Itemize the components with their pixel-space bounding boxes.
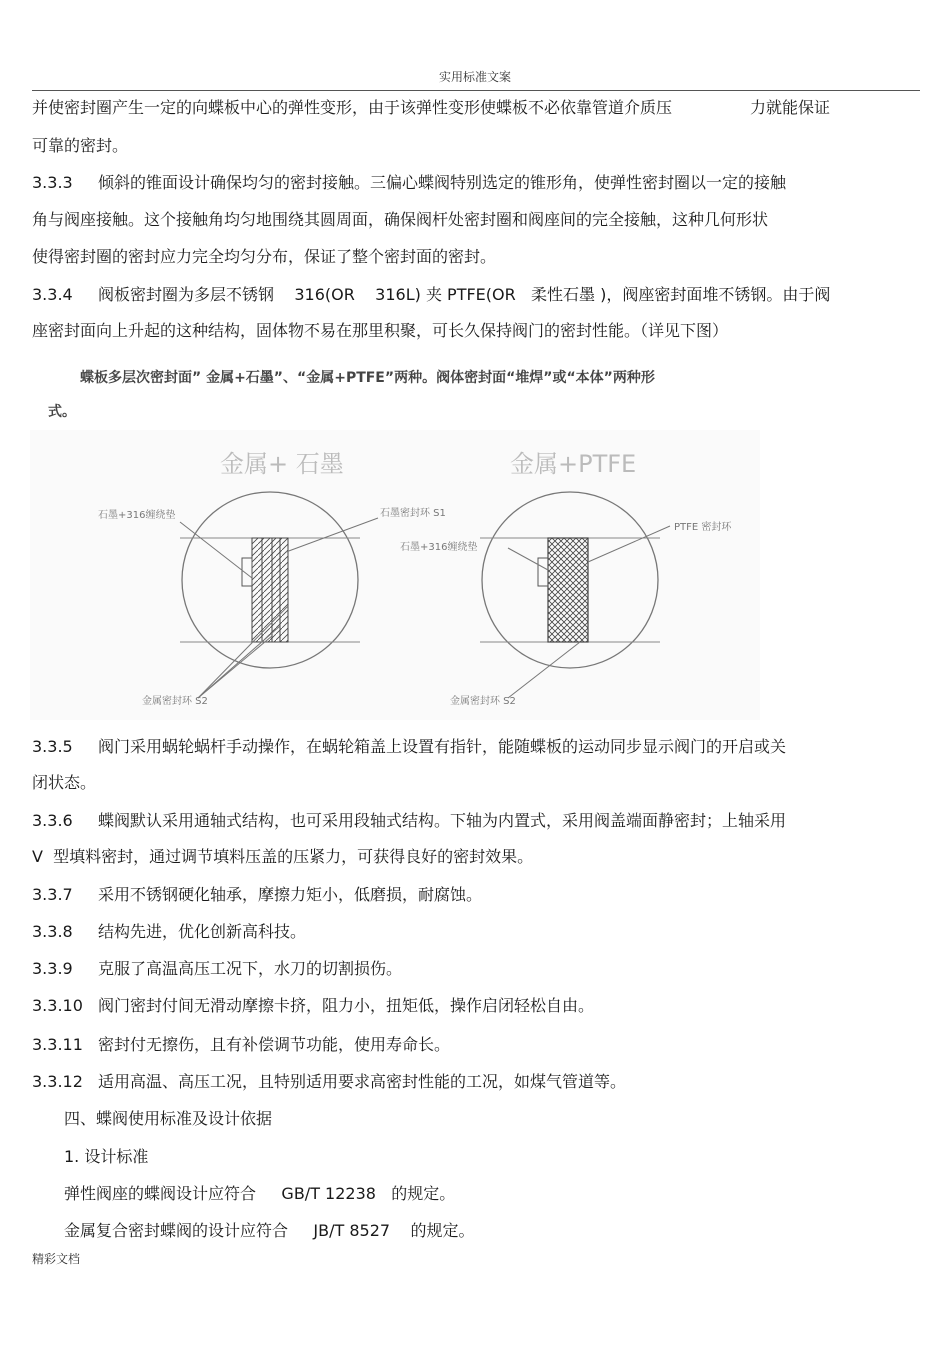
paragraph-line: 可靠的密封。 xyxy=(32,136,129,155)
right-diagram-title: 金属+PTFE xyxy=(510,450,637,478)
item-3-3-5: 3.3.5 阀门采用蜗轮蜗杆手动操作，在蜗轮箱盖上设置有指针，能随蝶板的运动同步显示阀门的开启或关 xyxy=(32,737,787,756)
item-3-3-12: 3.3.12 适用高温、高压工况，且特别适用要求高密封性能的工况，如煤气管道等。 xyxy=(32,1072,627,1091)
item-3-3-9: 3.3.9 克服了高温高压工况下，水刀的切割损伤。 xyxy=(32,959,403,978)
left-label-a: 石墨+316缠绕垫 xyxy=(98,510,176,521)
section-number: 3.3.9 xyxy=(32,959,73,978)
paragraph-line: V 型填料密封，通过调节填料压盖的压紧力，可获得良好的密封效果。 xyxy=(32,847,534,866)
right-label-b: PTFE 密封环 xyxy=(674,522,732,533)
left-seal-stack xyxy=(252,538,288,642)
page-footer: 精彩文档 xyxy=(32,1252,81,1266)
left-label-b: 石墨密封环 S1 xyxy=(380,508,446,519)
page-header: 实用标准文案 xyxy=(438,70,511,84)
item-3-3-7: 3.3.7 采用不锈钢硬化轴承，摩擦力矩小，低磨损，耐腐蚀。 xyxy=(32,885,483,904)
standard-line: 金属复合密封蝶阀的设计应符合 JB/T 8527 的规定。 xyxy=(64,1221,475,1240)
section-number: 3.3.7 xyxy=(32,885,73,904)
section-3-3-4: 3.3.4 阀板密封圈为多层不锈钢 316(OR 316L) 夹 PTFE(OR 柔性石墨 )，阀座密封面堆不锈钢。由于阀 xyxy=(32,285,831,304)
figure-caption: 蝶板多层次密封面” 金属+石墨”、“金属+PTFE”两种。阀体密封面“堆焊”或“本体”两种形 xyxy=(80,370,655,386)
section-4-heading: 四、蝶阀使用标准及设计依据 xyxy=(64,1109,273,1128)
seal-diagram xyxy=(30,430,760,720)
section-number: 3.3.12 xyxy=(32,1072,83,1091)
paragraph-line: 座密封面向上升起的这种结构，固体物不易在那里积聚，可长久保持阀门的密封性能。（详见下图） xyxy=(32,321,729,340)
section-number: 3.3.8 xyxy=(32,922,73,941)
left-label-c: 金属密封环 S2 xyxy=(142,696,208,707)
header-divider xyxy=(32,90,920,91)
item-3-3-6: 3.3.6 蝶阀默认采用通轴式结构，也可采用段轴式结构。下轴为内置式，采用阀盖端面静密封；上轴采用 xyxy=(32,811,787,830)
figure-caption-cont: 式。 xyxy=(48,404,76,420)
section-number: 3.3.10 xyxy=(32,996,83,1015)
section-number: 3.3.3 xyxy=(32,173,73,192)
item-3-3-10: 3.3.10 阀门密封付间无滑动摩擦卡挤，阻力小，扭矩低，操作启闭轻松自由。 xyxy=(32,996,595,1015)
section-number: 3.3.6 xyxy=(32,811,73,830)
section-number: 3.3.5 xyxy=(32,737,73,756)
paragraph-line: 并使密封圈产生一定的向蝶板中心的弹性变形，由于该弹性变形使蝶板不必依靠管道介质压 力就能保证 xyxy=(32,98,831,117)
left-diagram-title: 金属+ 石墨 xyxy=(220,450,344,478)
item-3-3-11: 3.3.11 密封付无擦伤，且有补偿调节功能，使用寿命长。 xyxy=(32,1035,451,1054)
right-seal-block xyxy=(548,538,588,642)
paragraph-line: 使得密封圈的密封应力完全均匀分布，保证了整个密封面的密封。 xyxy=(32,247,497,266)
paragraph-line: 闭状态。 xyxy=(32,773,97,792)
item-3-3-8: 3.3.8 结构先进，优化创新高科技。 xyxy=(32,922,307,941)
subsection-heading: 1. 设计标准 xyxy=(64,1147,149,1166)
section-number: 3.3.4 xyxy=(32,285,73,304)
section-number: 3.3.11 xyxy=(32,1035,83,1054)
section-3-3-3: 3.3.3 倾斜的锥面设计确保均匀的密封接触。三偏心蝶阀特别选定的锥形角，使弹性密封圈以一定的接触 xyxy=(32,173,787,192)
standard-line: 弹性阀座的蝶阀设计应符合 GB/T 12238 的规定。 xyxy=(64,1184,456,1203)
paragraph-line: 角与阀座接触。这个接触角均匀地围绕其圆周面，确保阀杆处密封圈和阀座间的完全接触，这种几何形状 xyxy=(32,210,769,229)
right-label-a: 石墨+316缠绕垫 xyxy=(400,542,478,553)
right-label-c: 金属密封环 S2 xyxy=(450,696,516,707)
